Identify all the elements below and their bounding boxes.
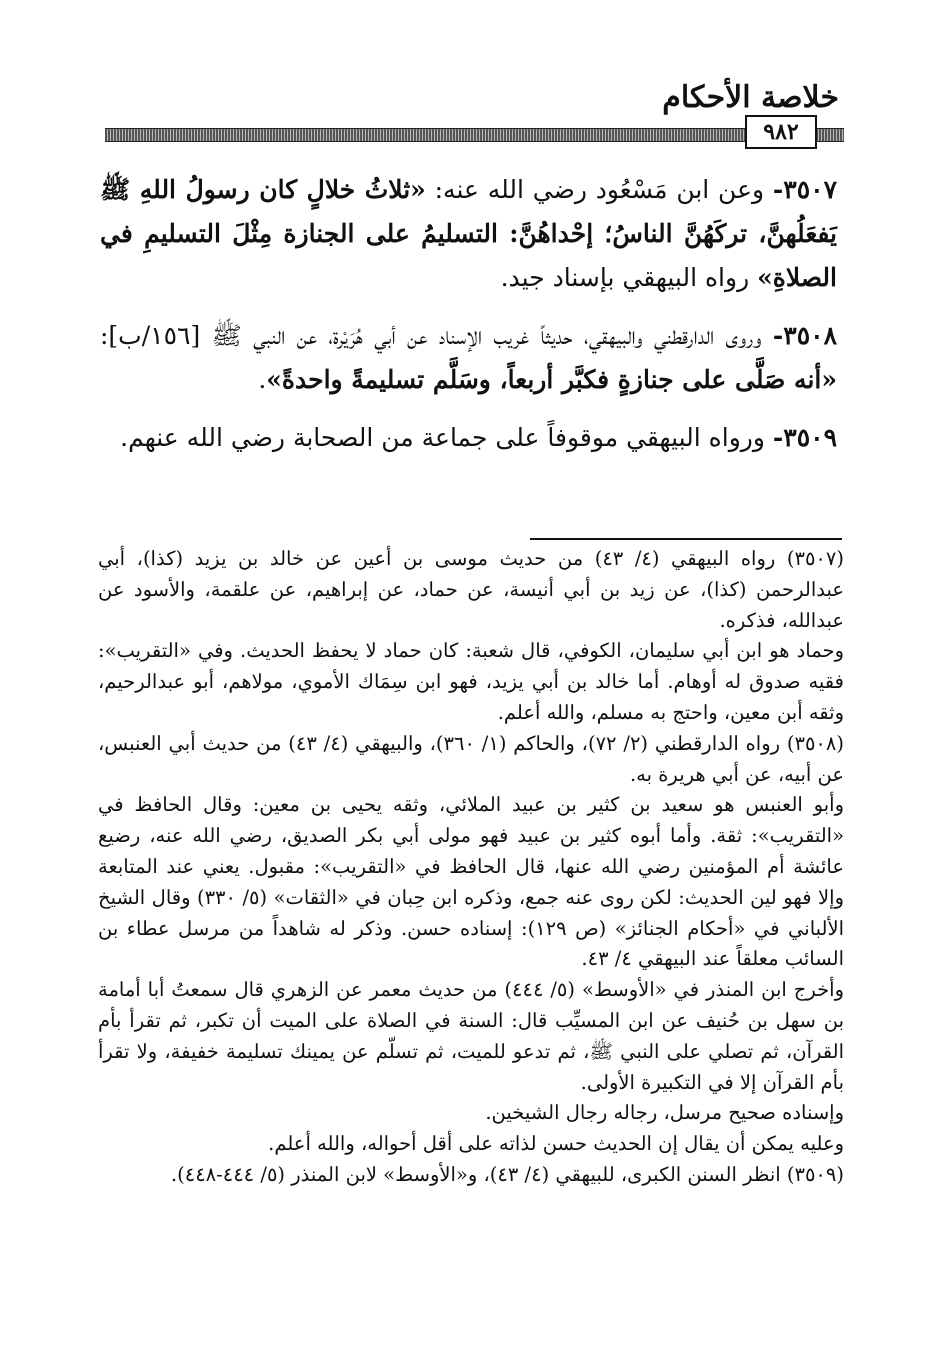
hadith-number: ٣٥٠٩- bbox=[772, 423, 837, 452]
footnote-3508: (٣٥٠٨) رواه الدارقطني (٢/ ٧٢)، والحاكم (١/ ٣٦٠)، والبيهقي (٤/ ٤٣) من حديث أبي العنبس، عن أبيه، عن أبي هريرة به. bbox=[98, 731, 844, 786]
footnote-3508-note: وعليه يمكن أن يقال إن الحديث حسن لذاته على أقل أحواله، والله أعلم. bbox=[268, 1132, 844, 1156]
page-number: ٩٨٢ bbox=[745, 115, 817, 149]
hadith-text: ورواه البيهقي موقوفاً على جماعة من الصحابة رضي الله عنهم. bbox=[120, 423, 773, 452]
hadith-3509 bbox=[100, 416, 837, 460]
hadith-3508 bbox=[100, 314, 837, 402]
hadith-number: ٣٥٠٨- bbox=[772, 321, 837, 350]
hadith-grading: رواه البيهقي بإسناد جيد. bbox=[500, 263, 758, 292]
hadith-3507 bbox=[100, 168, 837, 300]
hadith-number: ٣٥٠٧- bbox=[772, 175, 837, 204]
footnote-3508-note: وأخرج ابن المنذر في «الأوسط» (٥/ ٤٤٤) من حديث معمر عن الزهري قال سمعتُ أبا أمامة بن سهل بن حُنيف عن ابن المسيِّب قال: السنة في الصلاة على الميت أن تكبر، ثم تقرأ بأم القرآن، ثم تصلي على النبي ﷺ، ثم تدعو للميت، ثم تسلّم عن يمينك تسليمة خفيفة، ولا تقرأ بأم القرآن إلا في التكبيرة الأولى. bbox=[98, 978, 844, 1094]
running-header-title: خلاصة الأحكام bbox=[662, 80, 839, 115]
hadith-quote: «ثلاثُ خلالٍ كان رسولُ اللهِ ﷺ يَفعَلُهنَّ، تركَهُنَّ الناسُ؛ إحْداهُنَّ: التسليمُ على الجنازة مِثْلَ التسليمِ في الصلاةِ» bbox=[100, 175, 837, 292]
hadith-end: . bbox=[258, 365, 267, 394]
footnote-3509: (٣٥٠٩) انظر السنن الكبرى، للبيهقي (٤/ ٤٣)، و«الأوسط» لابن المنذر (٥/ ٤٤٤-٤٤٨). bbox=[170, 1162, 844, 1186]
hadith-intro: وروى الدارقطني والبيهقي، حديثاً غريب الإسناد عن أبي هُرَيْرة، عن النبي ﷺ [١٥٦/ب]: bbox=[100, 321, 773, 350]
hadith-intro: وعن ابن مَسْعُود رضي الله عنه: bbox=[425, 175, 773, 204]
footnote-separator bbox=[530, 538, 842, 540]
footnote-3508-note: وأبو العنبس هو سعيد بن كثير بن عبيد الملائي، وثقه يحيى بن معين: وقال الحافظ في «التقريب»: ثقة. وأما أبوه كثير بن عبيد فهو مولى أبي بكر الصديق، رضي الله عنه، رضيع عائشة أم المؤمنين رضي الله عنها، قال الحافظ في «التقريب»: مقبول. يعني عند المتابعة وإلا فهو لين الحديث: لكن روى عنه جمع، وذكره ابن حِبان في «الثقات» (٥/ ٣٣٠) وقال الشيخ الألباني في «أحكام الجنائز» (ص ١٢٩): إسناده حسن. وذكر له شاهداً من مرسل عطاء بن السائب معلقاً عند البيهقي ٤/ ٤٣. bbox=[98, 793, 844, 971]
footnotes bbox=[98, 544, 844, 1191]
main-text bbox=[100, 168, 837, 460]
footnote-3508-note: وإسناده صحيح مرسل، رجاله رجال الشيخين. bbox=[485, 1101, 844, 1125]
header-rule bbox=[105, 128, 844, 142]
hadith-quote: «أنه صَلَّى على جنازةٍ فكبَّر أربعاً، وسَلَّم تسليمةً واحدةً» bbox=[266, 365, 837, 394]
footnote-3507-note: وحماد هو ابن أبي سليمان، الكوفي، قال شعبة: كان حماد لا يحفظ الحديث. وفي «التقريب»: فقيه صدوق له أوهام. أما خالد بن أبي يزيد، فهو ابن سِمَاك الأموي، مولاهم، أبو عبدالرحيم، وثقه أبن معين، واحتج به مسلم، والله أعلم. bbox=[98, 639, 844, 724]
footnote-3507: (٣٥٠٧) رواه البيهقي (٤/ ٤٣) من حديث موسى بن أعين عن خالد بن يزيد (كذا)، أبي عبدالرحمن (كذا)، عن زيد بن أبي أنيسة، عن حماد، عن إبراهيم، عن علقمة، والأسود عن عبدالله، فذكره. bbox=[98, 547, 844, 632]
